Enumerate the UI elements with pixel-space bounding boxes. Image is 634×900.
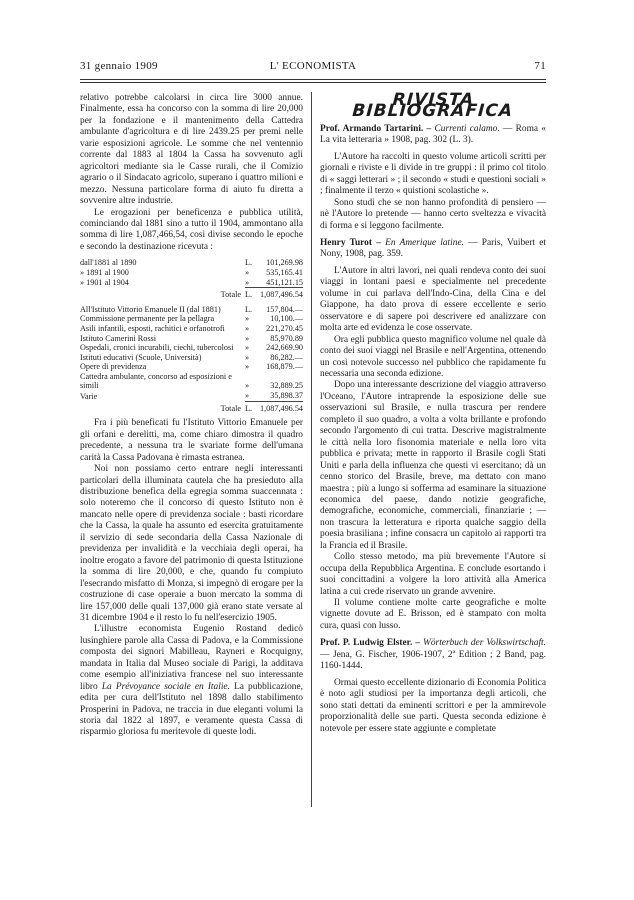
row-value: 168,879.— <box>266 362 303 372</box>
right-column <box>320 90 547 735</box>
row-currency: » <box>245 267 250 277</box>
entry-publication: — Roma « La vita letteraria » 1908, pag. 302 (L. 3). <box>320 123 546 146</box>
review-paragraph: Sono studi che se non hanno profondità di pensiero — nè l'Autore lo pretende — hanno certo sveltezza e vivacità di forma e si leggono facilmente. <box>320 197 546 231</box>
review-paragraph: Il volume contiene molte carte geografiche e molte vignette dovute ad E. Brisson, ed è stampato con molta cura, quasi con lusso. <box>320 598 546 631</box>
paragraph-cassa-agricoltura: relativo potrebbe calcolarsi in circa lire 3000 annue. Finalmente, essa ha concorso con la somma di lire 20,000 per la fondazione e il mantenimento della Cattedra ambulante d'agricoltura e di lire 2439.25 per premi nelle varie esposizioni agricole. Le somme che nel ventennio corrente dal 1883 al 1804 la Cassa ha sovvenuto agli agricoltori mediante sia le Casse rurali, che il Comizio agrario o il Sindacato agricolo, superano i quattro milioni e mezzo. Nessuna particolare forma di aiuto fu diretta a sovvenire altre industrie. <box>80 93 303 207</box>
row-currency: L. <box>245 258 253 268</box>
row-currency: » <box>245 343 250 353</box>
entry-publication: — Paris, Vuibert et Nony, 1908, pag. 359. <box>320 237 547 260</box>
row-currency: » <box>245 362 250 372</box>
entry-title: Wörterbuch der Volkswirtschaft. <box>423 638 546 649</box>
total-value: 1,087,496.54 <box>257 288 303 300</box>
paragraph-previdenza: Noi non possiamo certo entrare negli interessanti particolari della illuminata cautela che ha presieduto alla distribuzione benefica della egregia somma suaccennata : solo noteremo che il concorso di questo Istituto non è mancato nelle opere di previdenza sociale : basti ricordare che la Cassa, la quale ha assunto ed esercita gratuitamente il servizio di sede secondaria della Cassa Nazionale di previdenza per invalidità e la vecchiaia degli operai, ha inoltre erogato a favore del patrimonio di questa Istituzione la somma di lire 20,000, e che, quando fu compiuto l'esecrando misfatto di Monza, si impegnò di erogare per la costruzione di case operaie a buon mercato la somma di lire 157,000 delle quali 137,000 già erano state versate al 31 dicembre 1904 e il resto lo fu nell'esercizio 1905. <box>80 464 303 623</box>
table-row <box>80 343 303 353</box>
total-currency: L. <box>245 401 257 413</box>
row-label: Ospedali, cronici incurabili, ciechi, tubercolosi <box>80 343 234 353</box>
text-span: La pubblicazione, edita per cura dell'Istituto nel 1898 dallo stabilimento Prosperini in Padova, ne traccia in due eleganti volumi la storia dal 1822 al 1897, e veramente questa Cassa di risparmio gloriosa fu meritevole di queste lodi. <box>80 681 303 738</box>
review-entry-tartarini <box>320 124 546 147</box>
table-row <box>80 324 303 334</box>
table-row <box>80 372 303 391</box>
review-paragraph: L'Autore ha raccolti in questo volume articoli scritti per giornali e riviste e li divide in tre gruppi : il primo col titolo di « saggi letterari » ; il secondo « studi e questioni sociali » ; finalmente il terzo « quistioni scolastiche ». <box>320 151 546 197</box>
row-currency: » <box>245 277 250 287</box>
header-journal-title: L' ECONOMISTA <box>269 60 357 72</box>
row-value: 157,804.— <box>266 304 303 314</box>
entry-author: Prof. P. Ludwig Elster. – <box>320 638 421 649</box>
row-currency: » <box>245 381 250 391</box>
row-label: » 1901 al 1904 <box>80 278 129 288</box>
table-row <box>80 305 303 315</box>
header-rule-top <box>80 79 546 80</box>
review-entry-elster <box>320 638 546 672</box>
row-value: 86,282.— <box>270 352 303 362</box>
table-row <box>80 314 303 324</box>
header-date: 31 gennaio 1909 <box>80 60 158 72</box>
review-paragraph: Ormai questo eccellente dizionario di Economia Politica è noto agli studiosi per la importanza degli articoli, che sono stati dettati da eminenti scrittori e per la ammirevole proporzionalità delle sue parti. Questa seconda edizione è notevole per essere state aggiunte e completate <box>320 677 546 734</box>
row-currency: » <box>245 391 250 401</box>
entry-publication: — Jena, G. Fischer, 1906-1907, 2ª Edition ; 2 Band, pag. 1160-1444. <box>320 649 546 672</box>
row-label: Varie <box>80 391 98 401</box>
review-paragraph: Dopo una interessante descrizione del viaggio attraverso l'Oceano, l'Autore intraprende la esposizione delle sue osservazioni sul Brasile, e nulla trascura per rendere completo il suo quadro, a volta a volta brillante e profondo secondo l'argomento di cui tratta. Descrive magistralmente le città nella loro fisonomia materiale e nella loro vita pubblica e privata; mette in rapporto il Brasile cogli Stati Uniti e parla della influenza che questi vi esercitano; dà un cenno storico del Brasile, breve, ma dettato con mano maestra ; più a lungo si sofferma ad esaminare la situazione economica del paese, dando notizie geografiche, demografiche, economiche, commerciali, finanziarie ; — non trascura la letteratura e riporta qualche saggio della poesia brasiliana ; infine consacra un capitolo ai rapporti tra la Francia ed il Brasile. <box>320 380 546 551</box>
row-label: Istituti educativi (Scuole, Università) <box>80 352 202 362</box>
table-row <box>80 353 303 363</box>
row-value: 221,270.45 <box>266 323 303 333</box>
header-rule-bottom <box>80 82 546 83</box>
text-span: L'illustre economista Eugenio Rostand dedicò lusinghiere parole alla Cassa di Padova, e la Commissione composta dei signori Mabilleau, Rayneri e Rocquigny, mandata in Italia dal Museo sociale di Parigi, la additava come esempio all'iniziativa francese nel suo interessante libro <box>80 624 303 692</box>
total-value: 1,087,496.54 <box>257 401 303 413</box>
column-divider <box>311 92 312 807</box>
section-title: RIVISTA BIBLIOGRAFICA <box>351 90 514 122</box>
entry-title: En Amerique latine. <box>385 237 464 248</box>
table-row <box>80 391 303 401</box>
row-label: Asili infantili, esposti, rachitici e orfanotrofi <box>80 323 225 333</box>
row-currency: L. <box>245 304 253 314</box>
entry-author: Henry Turot – <box>320 237 381 248</box>
book-title: La Prévoyance sociale en Italie. <box>101 681 230 692</box>
review-paragraph: L'Autore in altri lavori, nei quali rendeva conto dei suoi viaggi in lontani paesi e specialmente nel precedente volume in cui parlava dell'Indo-Cina, della Cina e del Giappone, ha dato prova di essere eccellente e serio osservatore e di sapere poi descrivere ed analizzare con molta arte ed evidenza le cose osservate. <box>320 265 546 334</box>
review-entry-turot <box>320 238 546 261</box>
row-value: 10,100.— <box>270 314 303 324</box>
row-currency: » <box>245 352 250 362</box>
row-value: 451,121.15 <box>266 277 303 287</box>
entry-title: Currenti calamo. <box>434 123 500 134</box>
table-erogazioni-periodi <box>80 258 303 299</box>
table-total-row <box>80 288 303 300</box>
row-currency: » <box>245 314 250 324</box>
row-currency: » <box>245 333 250 343</box>
table-row <box>80 278 303 288</box>
total-currency: L. <box>245 288 257 300</box>
row-value: 35,898.37 <box>270 391 303 401</box>
table-row <box>80 258 303 268</box>
row-value: 85,970.89 <box>270 333 303 343</box>
paragraph-rostand <box>80 624 303 739</box>
table-row <box>80 268 303 278</box>
table-erogazioni-destinazione <box>80 305 303 414</box>
row-label: dall'1881 al 1890 <box>80 258 137 268</box>
table-row <box>80 334 303 344</box>
row-label: Commissione permanente per la pellagra <box>80 314 215 324</box>
row-label: All'Istituto Vittorio Emanuele II (dal 1881) <box>80 304 221 314</box>
row-label: » 1891 al 1900 <box>80 267 129 277</box>
row-label: Opere di previdenza <box>80 362 147 372</box>
row-value: 101,269.98 <box>266 258 303 268</box>
row-label: Istituto Camerini Rossi <box>80 333 156 343</box>
review-paragraph: Ora egli pubblica questo magnifico volume nel quale dà conto dei suoi viaggi nel Brasile e nell'Argentina, ottenendo un così notevole successo nel pubblico che rapidamente fu necessaria una seconda edizione. <box>320 334 546 379</box>
row-value: 32,889.25 <box>270 381 303 391</box>
page-number: 71 <box>534 60 546 72</box>
left-column <box>80 93 303 739</box>
row-currency: » <box>245 323 250 333</box>
row-label: Cattedra ambulante, concorso ad esposizioni e simili <box>80 371 232 391</box>
entry-author: Prof. Armando Tartarini. – <box>320 123 432 134</box>
table-total-row <box>80 401 303 413</box>
review-paragraph: Collo stesso metodo, ma più brevemente l'Autore si occupa della Repubblica Argentina. E conclude esortando i suoi concittadini a volgere la loro attività alla America latina a cui crede riservato un grande avvenire. <box>320 552 546 597</box>
total-label: Totale <box>220 403 241 413</box>
table-row <box>80 362 303 372</box>
paragraph-beneficati: Fra i più beneficati fu l'Istituto Vittorio Emanuele per gli orfani e derelitti, ma, come chiaro dimostra il quadro precedente, a nessuna tra le svariate forme dell'umana carità la Cassa Padovana è rimasta estranea. <box>80 418 303 463</box>
total-label: Totale <box>220 290 241 300</box>
running-header <box>80 60 546 76</box>
paragraph-erogazioni: Le erogazioni per beneficenza e pubblica utilità, cominciando dal 1881 sino a tutto il 1904, ammontano alla somma di lire 1,087,466,54, così divise secondo le epoche e secondo la destinazione ricevuta : <box>80 207 303 252</box>
row-value: 242,669.90 <box>266 343 303 353</box>
row-value: 535,165.41 <box>266 267 303 277</box>
